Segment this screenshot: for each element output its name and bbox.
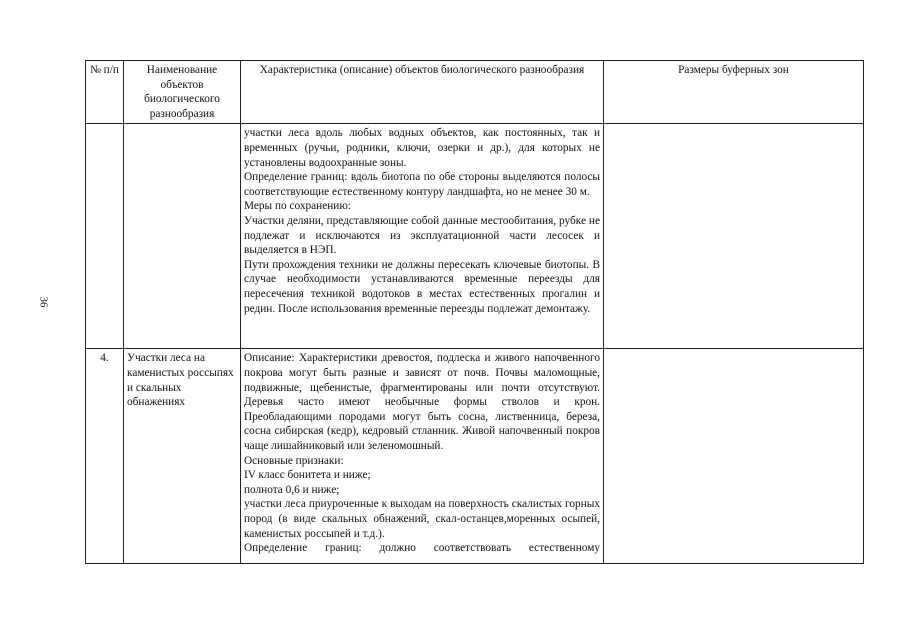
table-row xyxy=(86,124,864,349)
row-number xyxy=(86,124,124,349)
description-line: полнота 0,6 и ниже; xyxy=(244,483,340,496)
biodiversity-table xyxy=(85,60,864,564)
row-buffer-size xyxy=(604,124,864,349)
description-line: Основные признаки: xyxy=(244,454,344,467)
description-line: участки леса вдоль любых водных объектов, как постоянных, так и временных (ручьи, родники, ключи, озерки и др.), для которых не установлены водоохранные зоны. xyxy=(244,127,600,169)
page-number: 36 xyxy=(37,296,50,308)
description-line: Меры по сохранению: xyxy=(244,200,351,213)
row-description xyxy=(241,349,604,564)
row-object-name xyxy=(124,124,241,349)
header-description: Характеристика (описание) объектов биологического разнообразия xyxy=(241,61,604,124)
header-buffer-zones: Размеры буферных зон xyxy=(604,61,864,124)
description-line: Определение границ: вдоль биотопа по обе стороны выделяются полосы соответствующие естественному контуру ландшафта, но не менее 30 м. xyxy=(244,171,600,198)
description-line: Участки деляни, представляющие собой данные местообитания, рубке не подлежат и исключаются из эксплуатационной части лесосек и выделяется в НЭП. xyxy=(244,214,600,257)
row-object-name: Участки леса на каменистых россыпях и скальных обнажениях xyxy=(124,349,241,564)
description-line: Пути прохождения техники не должны пересекать ключевые биотопы. В случае необходимости устанавливаются временные переезды для пересечения техникой водотоков в местах естественных прогалин и редин. После использования временные переезды подлежат демонтажу. xyxy=(244,258,600,315)
description-line: Определение границ: должно соответствовать естественному xyxy=(244,542,600,555)
table-header-row xyxy=(86,61,864,124)
row-number: 4. xyxy=(86,349,124,564)
header-name: Наименование объектов биологического разнообразия xyxy=(124,61,241,124)
description-line: IV класс бонитета и ниже; xyxy=(244,469,371,482)
row-buffer-size xyxy=(604,349,864,564)
row-description xyxy=(241,124,604,349)
table-row xyxy=(86,349,864,564)
description-line: участки леса приуроченные к выходам на поверхность скалистых горных пород (в виде скальных обнажений, скал-останцев,моренных осыпей, каменистых россыпей и т.д.). xyxy=(244,498,600,540)
header-num: № п/п xyxy=(86,61,124,124)
description-line: Описание: Характеристики древостоя, подлеска и живого напочвенного покрова могут быть разные и зависят от почв. Почвы маломощные, подвижные, щебенистые, фрагментированы или почти отсутствуют. Деревья часто имеют необычные формы стволов и крон. Преобладающими породами могут быть сосна, лиственница, береза, сосна сибирская (кедр), кедровый стланник. Живой напочвенный покров чаще лишайниковый или зеленомошный. xyxy=(244,352,600,452)
